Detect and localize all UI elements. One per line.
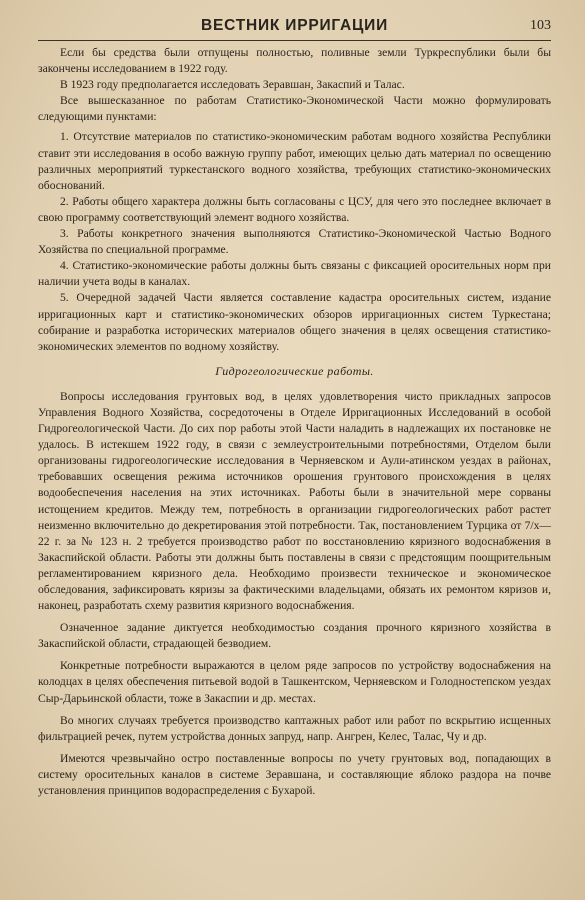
page-number: 103 <box>530 18 551 33</box>
paragraph: Если бы средства были отпущены полностью, поливные земли Туркреспублики были бы закончены исследованием в 1922 году. <box>38 46 551 76</box>
journal-title: ВЕСТНИК ИРРИГАЦИИ <box>200 17 389 34</box>
list-item-1: 1. Отсутствие материалов по статистико-экономическим работам водного хозяйства Республики ставит эти исследования в особо важную группу работ, имеющих целью дать материал по освещению различных мероприятий туркестанского водного хозяйства, требующих статистико-экономических обоснований. <box>38 130 551 192</box>
paragraph: Конкретные потребности выражаются в целом ряде запросов по устройству водоснабжения на колодцах в целях обеспечения питьевой водой в Ташкентском, Черняевском и Голодностепском уездах Сыр-Дарьинской области, тоже в Закаспии и др. местах. <box>38 659 551 705</box>
paragraph: Все вышесказанное по работам Статистико-Экономической Части можно формулировать следующими пунктами: <box>38 94 551 124</box>
section-heading: Гидрогеологические работы. <box>215 363 374 378</box>
list-item-5: 5. Очередной задачей Части является составление кадастра оросительных систем, издание ирригационных карт и статистико-экономических обзоров ирригационных систем Туркестана; собирание и разработка исторических материалов общего значения в целях освещения статистико-экономических элементов по водному хозяйству. <box>38 291 551 353</box>
list-item-3: 3. Работы конкретного значения выполняются Статистико-Экономической Частью Водного Хозяйства по специальной программе. <box>38 227 551 257</box>
list-item-2: 2. Работы общего характера должны быть согласованы с ЦСУ, для чего это последнее включает в свою программу соответствующий элемент водного хозяйства. <box>38 194 551 224</box>
running-header <box>38 14 551 41</box>
paragraph: В 1923 году предполагается исследовать Зеравшан, Закаспий и Талас. <box>60 78 405 92</box>
paragraph: Означенное задание диктуется необходимостью создания прочного кяризного хозяйства в Закаспийской области, страдающей безводием. <box>38 621 551 651</box>
paragraph: Вопросы исследования грунтовых вод, в целях удовлетворения чисто прикладных запросов Управления Водного Хозяйства, сосредоточены в Отделе Ирригационных Исследований в особой Гидрогеологической Части. До сих пор работы этой Части наладить в надлежащих их постановке не удалось. В истекшем 1922 году, в связи с землеустроительными потребностями, Отделом были организованы гидрогеологические исследования в Черняевском и Аули-атинском уездах в районах, требовавших освещения режима источников орошения грунтового происхождения в целях водообеспечения населения на этих источниках. Работы были в значительной мере сорваны истощением кредитов. Между тем, потребность в организации гидрогеологических работ растет неизменно включительно до декретирования этой потребности. Так, постановлением Турцика от 7/х—22 г. за № 123 н. 2 требуется производство работ по восстановлению кяризного водоснабжения в Закаспийской области. Работы эти должны быть поставлены в связи с предстоящим поощрительным регламентированием кяризного дела. Необходимо произвести техническое и экономическое обследования, зафиксировать кяризы за фактическими владельцами, обязать их ремонтом кяризов и, наконец, разработать схему развития кяризного водоснабжения. <box>38 389 551 613</box>
paragraph: Во многих случаях требуется производство каптажных работ или работ по вскрытию исщенных фильтрацией речек, путем устройства донных запруд, напр. Ангрен, Келес, Талас, Чу и др. <box>38 713 551 743</box>
list-item-4: 4. Статистико-экономические работы должны быть связаны с фиксацией оросительных норм при наличии учета воды в каналах. <box>38 259 551 289</box>
article-body <box>38 45 551 799</box>
paragraph: Имеются чрезвычайно остро поставленные вопросы по учету грунтовых вод, попадающих в систему оросительных каналов в системе Зеравшана, и составляющие яблоко раздора на почве установления принципов водораспределения с Бухарой. <box>38 751 551 798</box>
